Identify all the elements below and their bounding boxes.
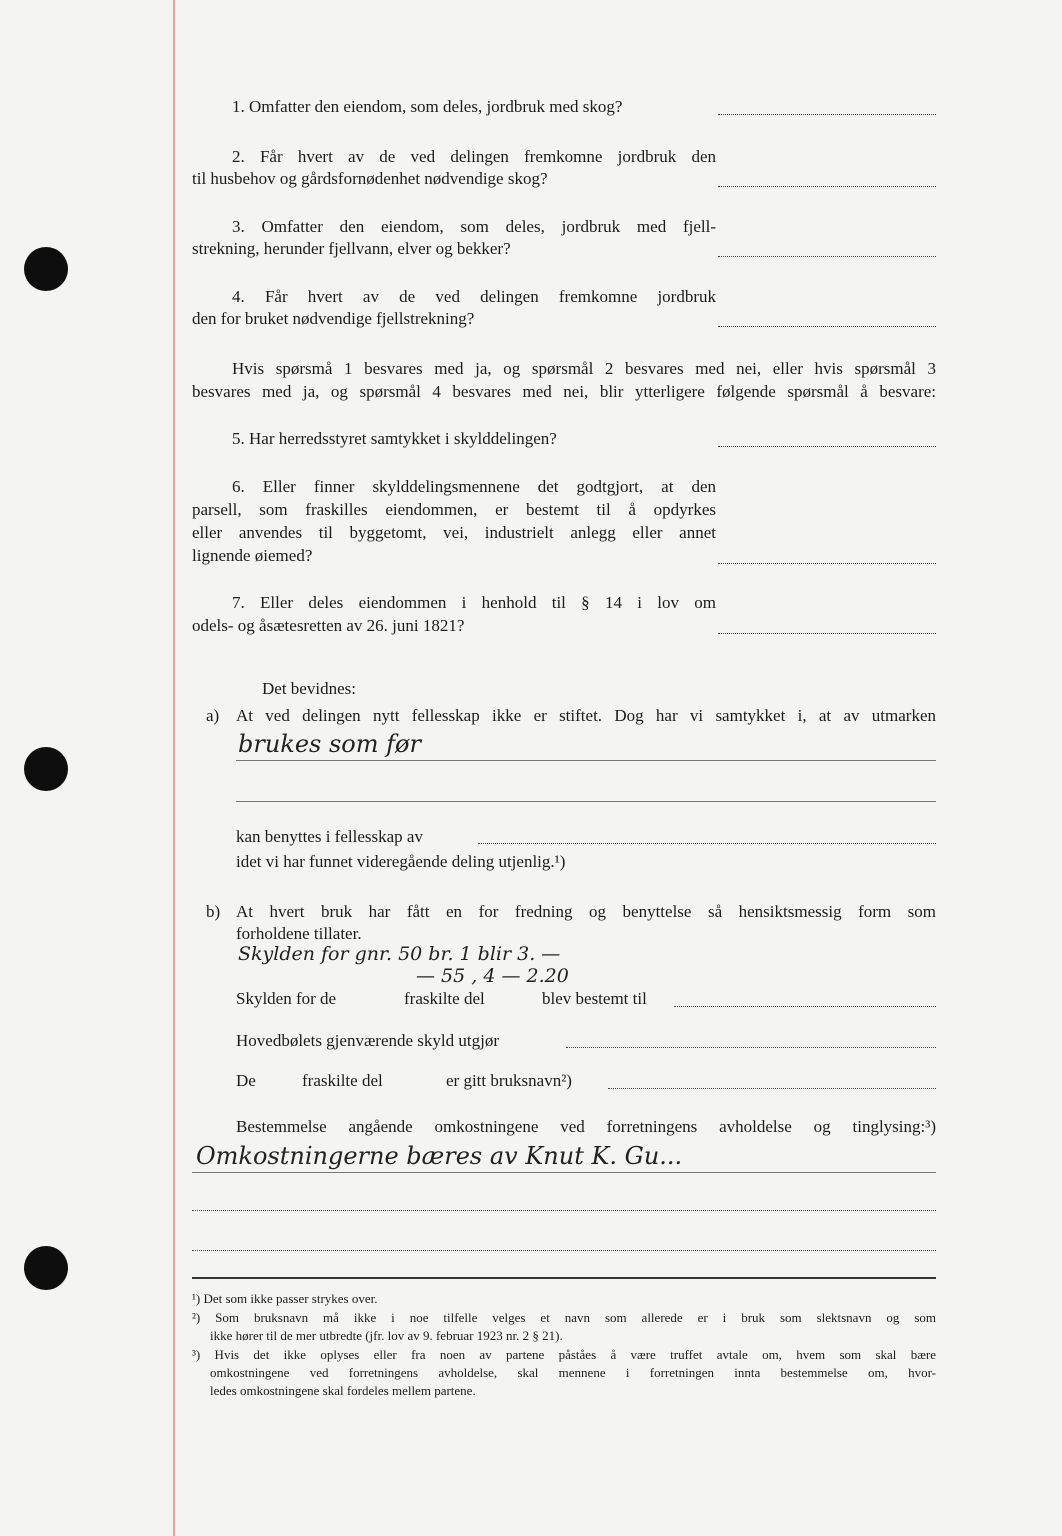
de-label-2: fraskilte del <box>302 1071 383 1090</box>
skylden-label-3: blev bestemt til <box>542 989 647 1008</box>
footnote-rule <box>192 1277 936 1279</box>
answer-line-q6 <box>718 563 936 564</box>
footnote-2-line-1: ²) Som bruksnavn må ikke i noe tilfelle velges et navn som allerede er i bruk som slektsnavn og som <box>192 1310 936 1325</box>
question-4-line-1: 4. Får hvert av de ved delingen fremkomne jordbruk <box>232 287 716 306</box>
question-3-line-1: 3. Omfatter den eiendom, som deles, jordbruk med fjell- <box>232 217 716 236</box>
answer-line-a-2 <box>236 801 936 802</box>
condition-line-1: Hvis spørsmå 1 besvares med ja, og spørsmål 2 besvares med nei, eller hvis spørsmål 3 <box>232 359 936 378</box>
footnote-3-line-2: omkostningene ved forretningens avholdelse, skal mennene i forretningen innta bestemmelse om, hvor- <box>210 1365 936 1380</box>
answer-line-q7 <box>718 633 936 634</box>
answer-line-bruksnavn <box>608 1088 936 1089</box>
kan-benyttes-label: kan benyttes i fellesskap av <box>236 827 423 846</box>
item-a-text: At ved delingen nytt fellesskap ikke er stiftet. Dog har vi samtykket i, at av utmarken <box>236 706 936 725</box>
answer-line-q2 <box>718 186 936 187</box>
question-6-line-3: eller anvendes til byggetomt, vei, industrielt anlegg eller annet <box>192 523 716 542</box>
handwritten-skyld-2: — 55 , 4 — 2.20 <box>416 965 569 987</box>
question-5: 5. Har herredsstyret samtykket i skylddelingen? <box>232 429 557 448</box>
item-a-label: a) <box>206 706 220 725</box>
red-margin-line <box>173 0 175 1536</box>
footnote-3-line-1: ³) Hvis det ikke oplyses eller fra noen av partene påståes å være truffet avtale om, hvem som skal bære <box>192 1347 936 1362</box>
question-7-line-1: 7. Eller deles eiendommen i henhold til § 14 i lov om <box>232 593 716 612</box>
skylden-label-1: Skylden for de <box>236 989 337 1008</box>
answer-line-kan-benyttes <box>478 843 936 844</box>
question-6-line-1: 6. Eller finner skylddelingsmennene det godtgjort, at den <box>232 477 716 496</box>
punch-hole-bottom <box>24 1246 68 1290</box>
answer-line-q1 <box>718 114 936 115</box>
punch-hole-middle <box>24 747 68 791</box>
footnote-2-line-2: ikke hører til de mer utbredte (jfr. lov av 9. februar 1923 nr. 2 § 21). <box>210 1328 563 1343</box>
item-b-label: b) <box>206 902 221 921</box>
question-7-line-2: odels- og åsætesretten av 26. juni 1821? <box>192 616 465 635</box>
question-6-line-4: lignende øiemed? <box>192 546 313 565</box>
answer-line-skylden <box>674 1006 936 1007</box>
question-3-line-2: strekning, herunder fjellvann, elver og bekker? <box>192 239 511 258</box>
condition-line-2: besvares med ja, og spørsmål 4 besvares med nei, blir ytterligere følgende spørsmål å besvare: <box>192 382 936 401</box>
answer-line-q3 <box>718 256 936 257</box>
punch-hole-top <box>24 247 68 291</box>
footnote-1: ¹) Det som ikke passer strykes over. <box>192 1291 378 1306</box>
answer-line-costs-3 <box>192 1250 936 1251</box>
handwritten-skyld-1: Skylden for gnr. 50 br. 1 blir 3. — <box>238 943 561 965</box>
answer-line-hovedbol <box>566 1047 936 1048</box>
item-b-line-1: At hvert bruk har fått en for fredning og benyttelse så hensiktsmessig form som <box>236 902 936 921</box>
bevidnes-heading: Det bevidnes: <box>262 679 356 698</box>
handwritten-costs: Omkostningerne bæres av Knut K. Gu... <box>196 1142 683 1170</box>
idet-text: idet vi har funnet videregående deling utjenlig.¹) <box>236 852 566 871</box>
de-label-1: De <box>236 1071 256 1090</box>
answer-line-q5 <box>718 446 936 447</box>
bestemmelse-label: Bestemmelse angående omkostningene ved forretningens avholdelse og tinglysing:³) <box>236 1117 936 1136</box>
question-1: 1. Omfatter den eiendom, som deles, jordbruk med skog? <box>232 97 623 116</box>
item-b-line-2: forholdene tillater. <box>236 924 362 943</box>
question-2-line-2: til husbehov og gårdsfornødenhet nødvendige skog? <box>192 169 548 188</box>
footnote-3-line-3: ledes omkostningene skal fordeles mellem partene. <box>210 1383 476 1398</box>
hovedbol-label: Hovedbølets gjenværende skyld utgjør <box>236 1031 499 1050</box>
answer-line-a-1 <box>236 760 936 761</box>
answer-line-costs-2 <box>192 1210 936 1211</box>
de-label-3: er gitt bruksnavn²) <box>446 1071 572 1090</box>
answer-line-q4 <box>718 326 936 327</box>
question-2-line-1: 2. Får hvert av de ved delingen fremkomne jordbruk den <box>232 147 716 166</box>
skylden-label-2: fraskilte del <box>404 989 485 1008</box>
question-6-line-2: parsell, som fraskilles eiendommen, er bestemt til å opdyrkes <box>192 500 716 519</box>
answer-line-costs-1 <box>192 1172 936 1173</box>
handwritten-a-answer: brukes som før <box>238 730 421 758</box>
question-4-line-2: den for bruket nødvendige fjellstrekning? <box>192 309 475 328</box>
